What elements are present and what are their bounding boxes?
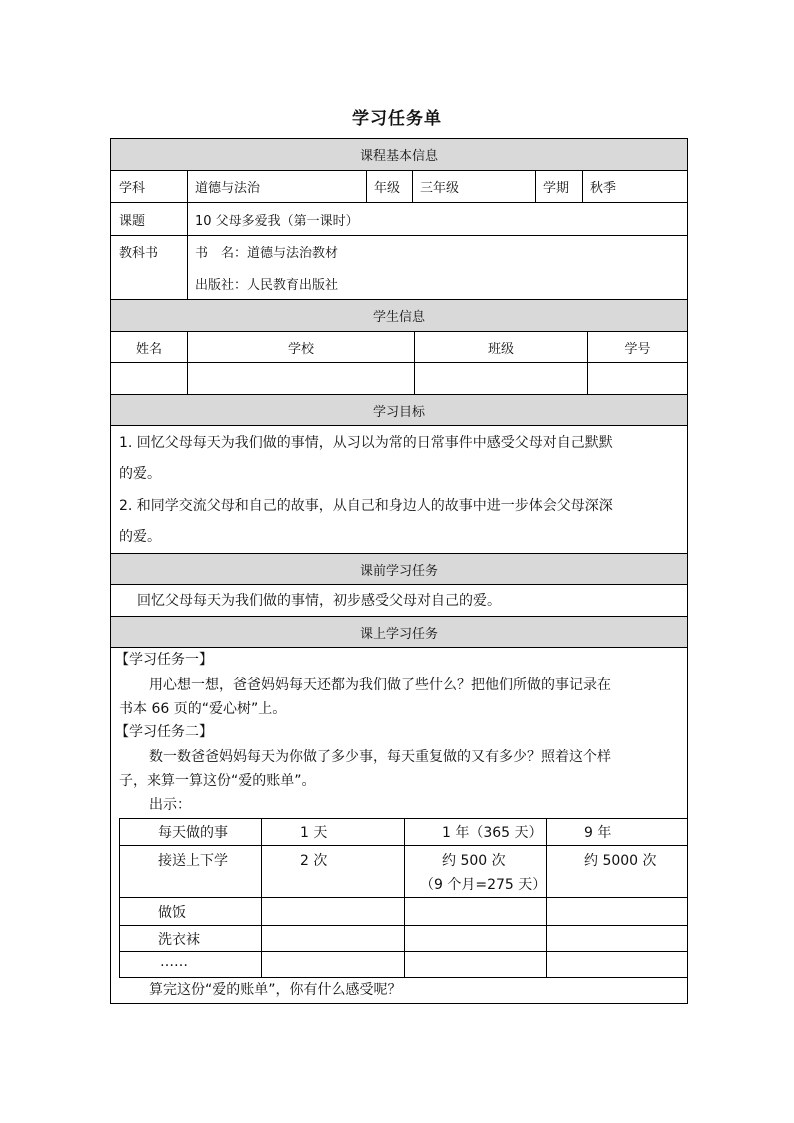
student-name-field xyxy=(111,363,187,394)
section-in-class: 课上学习任务 xyxy=(111,617,687,647)
bill-row1-task: 接送上下学 xyxy=(158,853,228,869)
task2-line1: 数一数爸爸妈妈每天为你做了多少事，每天重复做的又有多少？照着这个样 xyxy=(149,749,611,765)
bill-header-task: 每天做的事 xyxy=(158,825,228,841)
student-header-name: 姓名 xyxy=(135,341,162,357)
grade-value: 三年级 xyxy=(420,181,460,196)
task2-line2: 子，来算一算这份“爱的账单”。 xyxy=(119,773,316,789)
objective-1-line2: 的爱。 xyxy=(119,466,161,482)
bill-header-day: 1 天 xyxy=(300,825,328,841)
student-id-field xyxy=(588,363,687,394)
objective-2-line1: 2. 和同学交流父母和自己的故事，从自己和身边人的故事中进一步体会父母深深 xyxy=(119,498,613,514)
topic-label: 课题 xyxy=(119,213,146,229)
bill-header-year: 1 年（365 天） xyxy=(442,825,543,841)
bill-row3-task: 洗衣袜 xyxy=(158,932,200,948)
bill-row1-9years: 约 5000 次 xyxy=(584,853,657,869)
task2-heading: 【学习任务二】 xyxy=(115,724,213,740)
book-name: 书 名：道德与法治教材 xyxy=(195,245,339,261)
bill-header-9years: 9 年 xyxy=(584,825,612,841)
textbook-label: 教科书 xyxy=(119,245,159,261)
grade-label: 年级 xyxy=(374,181,401,196)
task1-line1: 用心想一想，爸爸妈妈每天还都为我们做了些什么？把他们所做的事记录在 xyxy=(149,677,611,693)
task-sheet-table xyxy=(110,138,688,1004)
objective-1-line1: 1. 回忆父母每天为我们做的事情，从习以为常的日常事件中感受父母对自己默默 xyxy=(119,435,613,451)
topic-value: 10 父母多爱我（第一课时） xyxy=(195,213,359,229)
bill-row1-note: （9 个月=275 天） xyxy=(420,877,547,893)
term-label: 学期 xyxy=(543,181,570,196)
bill-row2-task: 做饭 xyxy=(158,905,186,921)
task1-line2: 书本 66 页的“爱心树”上。 xyxy=(119,701,287,717)
section-pre-task: 课前学习任务 xyxy=(111,554,687,584)
bill-row1-day: 2 次 xyxy=(300,853,328,869)
task1-heading: 【学习任务一】 xyxy=(115,652,213,668)
student-school-field xyxy=(188,363,414,394)
section-objectives: 学习目标 xyxy=(111,395,687,425)
section-student-info: 学生信息 xyxy=(111,300,687,331)
section-course-info: 课程基本信息 xyxy=(111,139,687,170)
subject-label: 学科 xyxy=(119,181,146,196)
bill-row4-task: …… xyxy=(160,954,188,970)
student-header-class: 班级 xyxy=(487,341,514,357)
pre-task-text: 回忆父母每天为我们做的事情，初步感受父母对自己的爱。 xyxy=(137,593,501,609)
closing-question: 算完这份“爱的账单”，你有什么感受呢？ xyxy=(149,982,402,998)
objective-2-line2: 的爱。 xyxy=(119,529,161,545)
student-header-school: 学校 xyxy=(287,341,314,357)
subject-value: 道德与法治 xyxy=(195,181,261,196)
publisher: 出版社：人民教育出版社 xyxy=(195,277,339,293)
love-bill-table xyxy=(119,818,688,978)
student-class-field xyxy=(415,363,587,394)
page-title: 学习任务单 xyxy=(352,109,442,129)
term-value: 秋季 xyxy=(590,181,617,196)
bill-row1-year: 约 500 次 xyxy=(442,853,506,869)
show-label: 出示： xyxy=(149,797,191,813)
student-header-id: 学号 xyxy=(624,341,651,357)
